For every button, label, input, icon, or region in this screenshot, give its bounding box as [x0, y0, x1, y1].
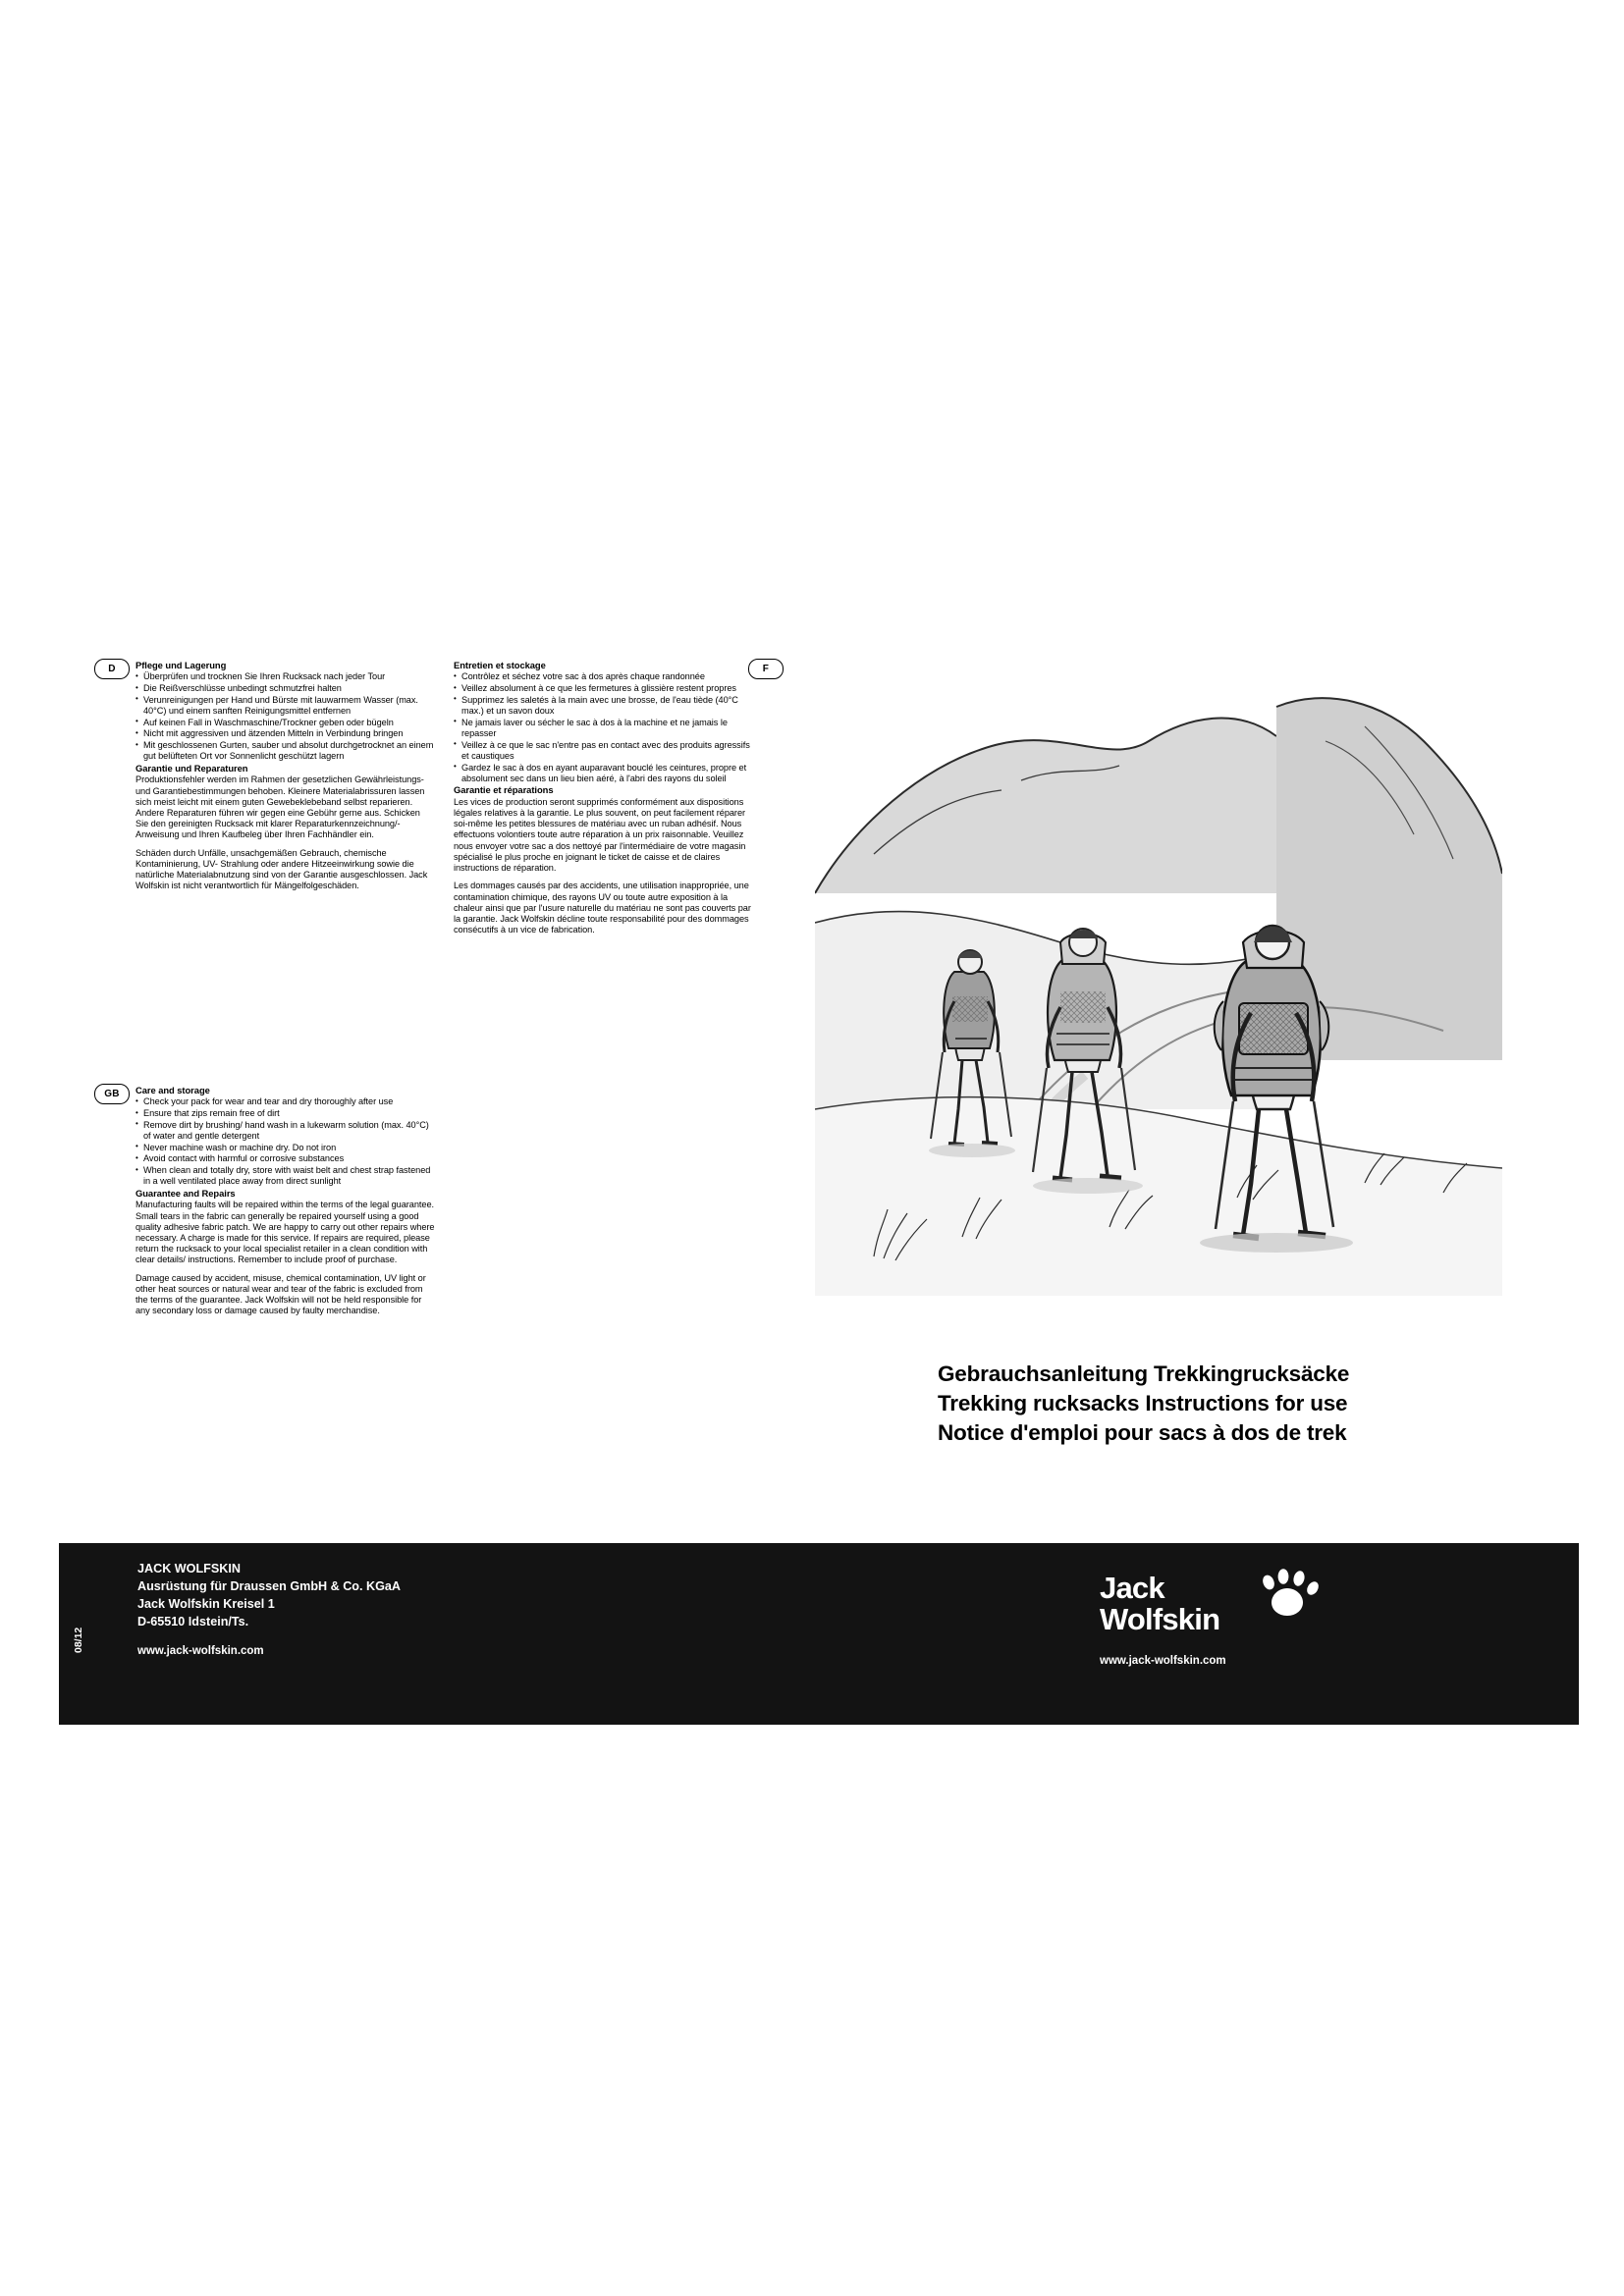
care-bullets-de — [135, 671, 435, 762]
company-legal-line: Ausrüstung für Draussen GmbH & Co. KGaA — [137, 1578, 401, 1593]
company-street: Jack Wolfskin Kreisel 1 — [137, 1596, 275, 1611]
list-item: • Veillez absolument à ce que les fermetures à glissière restent propres — [454, 683, 753, 694]
list-item: • Auf keinen Fall in Waschmaschine/Trockner geben oder bügeln — [135, 718, 435, 728]
list-item: • Check your pack for wear and tear and dry thoroughly after use — [135, 1096, 435, 1107]
list-item: • Veillez à ce que le sac n'entre pas en contact avec des produits agressifs et caustiques — [454, 740, 753, 762]
title-de: Gebrauchsanleitung Trekkingrucksäcke — [938, 1362, 1350, 1386]
company-city: D-65510 Idstein/Ts. — [137, 1614, 249, 1629]
warranty-paragraph: Damage caused by accident, misuse, chemical contamination, UV light or other heat sources or natural wear and tear of the fabric is excluded from the terms of the guarantee. Jack Wolfskin will not be held responsible for any secondary loss or damage caused by faulty merchandise. — [135, 1272, 426, 1316]
warranty-paragraph: Manufacturing faults will be repaired within the terms of the legal guarantee. Small tears in the fabric can generally be repaired yourself using a good quality adhesive fabric patch. We are happy to carry out other repairs where necessary. A charge is made for this service. If repairs are required, please return the rucksack to your local specialist retailer in a clean condition with clear details/ instructions. Remember to include proof of purchase. — [135, 1200, 435, 1265]
trekking-illustration — [815, 648, 1502, 1296]
heading-care-de: Pflege und Lagerung — [135, 660, 227, 670]
company-name: JACK WOLFSKIN — [137, 1562, 241, 1575]
section-gb — [135, 1085, 435, 1317]
care-bullets-gb — [135, 1096, 435, 1187]
language-badge-de: D — [94, 659, 130, 679]
warranty-paragraph: Les vices de production seront supprimés conformément aux dispositions légales relatives à la garantie. Le plus souvent, on peut facilement réparer soi-même les petites blessures de matériau avec un ruban adhésif. Nous effectuons volontiers toute autre réparation à un prix raisonnable. Veuillez nous envoyer votre sac a dos nettoyé par l'intermédiaire de votre magasin spécialisé le plus proche en joignant le ticket de caisse et de claires instructions de réparation. — [454, 796, 746, 874]
brand-website-link[interactable]: www.jack-wolfskin.com — [1100, 1655, 1226, 1667]
language-badge-fr: F — [748, 659, 784, 679]
list-item: • Ensure that zips remain free of dirt — [135, 1108, 435, 1119]
company-address — [137, 1561, 401, 1631]
list-item: • Never machine wash or machine dry. Do not iron — [135, 1143, 435, 1153]
brand-wordmark-line1: Jack — [1100, 1571, 1164, 1605]
section-de — [135, 660, 435, 892]
warranty-paragraph: Les dommages causés par des accidents, une utilisation inappropriée, une contamination chimique, des rayons UV ou toute autre exposition à la chaleur ainsi que par l'usure naturelle du matériau ne sont pas couverts par la garantie. Jack Wolfskin décline toute responsabilité pour des dommages consécutifs à un vice de fabrication. — [454, 881, 751, 935]
list-item: • Gardez le sac à dos en ayant auparavant bouclé les ceintures, propre et absolument sec dans un lieu bien aéré, à l'abri des rayons du soleil — [454, 763, 753, 784]
warranty-paragraph: Schäden durch Unfälle, unsachgemäßen Gebrauch, chemische Kontaminierung, UV- Strahlung oder andere Hitzeeinwirkung sowie die natürliche Materialabnutzung sind von der Garantie ausgeschlossen. Jack Wolfskin ist nicht verantwortlich für Mängelfolgeschäden. — [135, 847, 428, 891]
care-bullets-fr — [454, 671, 753, 784]
list-item: • Die Reißverschlüsse unbedingt schmutzfrei halten — [135, 683, 435, 694]
warranty-paragraph: Produktionsfehler werden im Rahmen der gesetzlichen Gewährleistungs- und Garantiebestimmungen behoben. Kleinere Materialabrissuren lassen sich meist leicht mit einem guten Gewebeklebeband selbst reparieren. Andere Reparaturen führen wir gegen eine Gebühr gerne aus. Schicken Sie den gereinigten Rucksack mit klarer Reparaturkennzeichnung/-Anweisung und Ihren Kaufbeleg über Ihren Fachhändler ein. — [135, 774, 425, 840]
list-item: • Mit geschlossenen Gurten, sauber und absolut durchgetrocknet an einem gut belüfteten Ort vor Sonnenlicht geschützt lagern — [135, 740, 435, 762]
heading-warranty-gb: Guarantee and Repairs — [135, 1188, 236, 1200]
list-item: • Remove dirt by brushing/ hand wash in a lukewarm solution (max. 40°C) of water and gentle detergent — [135, 1120, 435, 1142]
print-date-code: 08/12 — [73, 1627, 84, 1653]
heading-warranty-de: Garantie und Reparaturen — [135, 763, 248, 774]
list-item: • Avoid contact with harmful or corrosive substances — [135, 1153, 435, 1164]
list-item: • Contrôlez et séchez votre sac à dos après chaque randonnée — [454, 671, 753, 682]
title-en: Trekking rucksacks Instructions for use — [938, 1390, 1348, 1415]
brand-wordmark-line2: Wolfskin — [1100, 1602, 1220, 1637]
footer-website-link[interactable]: www.jack-wolfskin.com — [137, 1645, 264, 1657]
brand-logo — [1100, 1571, 1394, 1669]
section-fr — [454, 660, 753, 935]
document-titles — [938, 1360, 1546, 1448]
heading-care-gb: Care and storage — [135, 1085, 210, 1095]
heading-warranty-fr: Garantie et réparations — [454, 784, 554, 796]
list-item: • Nicht mit aggressiven und ätzenden Mitteln in Verbindung bringen — [135, 728, 435, 739]
title-fr: Notice d'emploi pour sacs à dos de trek — [938, 1419, 1347, 1445]
heading-care-fr: Entretien et stockage — [454, 660, 546, 670]
list-item: • Supprimez les saletés à la main avec une brosse, de l'eau tiède (40°C max.) et un savon doux — [454, 695, 753, 717]
language-badge-gb: GB — [94, 1084, 130, 1104]
paw-icon — [1255, 1567, 1324, 1618]
list-item: • Überprüfen und trocknen Sie Ihren Rucksack nach jeder Tour — [135, 671, 435, 682]
list-item: • When clean and totally dry, store with waist belt and chest strap fastened in a well ventilated place away from direct sunlight — [135, 1165, 435, 1187]
list-item: • Ne jamais laver ou sécher le sac à dos à la machine et ne jamais le repasser — [454, 718, 753, 739]
footer-bar — [59, 1543, 1579, 1725]
brand-wordmark — [1100, 1573, 1219, 1635]
list-item: • Verunreinigungen per Hand und Bürste mit lauwarmem Wasser (max. 40°C) und einem sanften Reinigungsmittel entfernen — [135, 695, 435, 717]
